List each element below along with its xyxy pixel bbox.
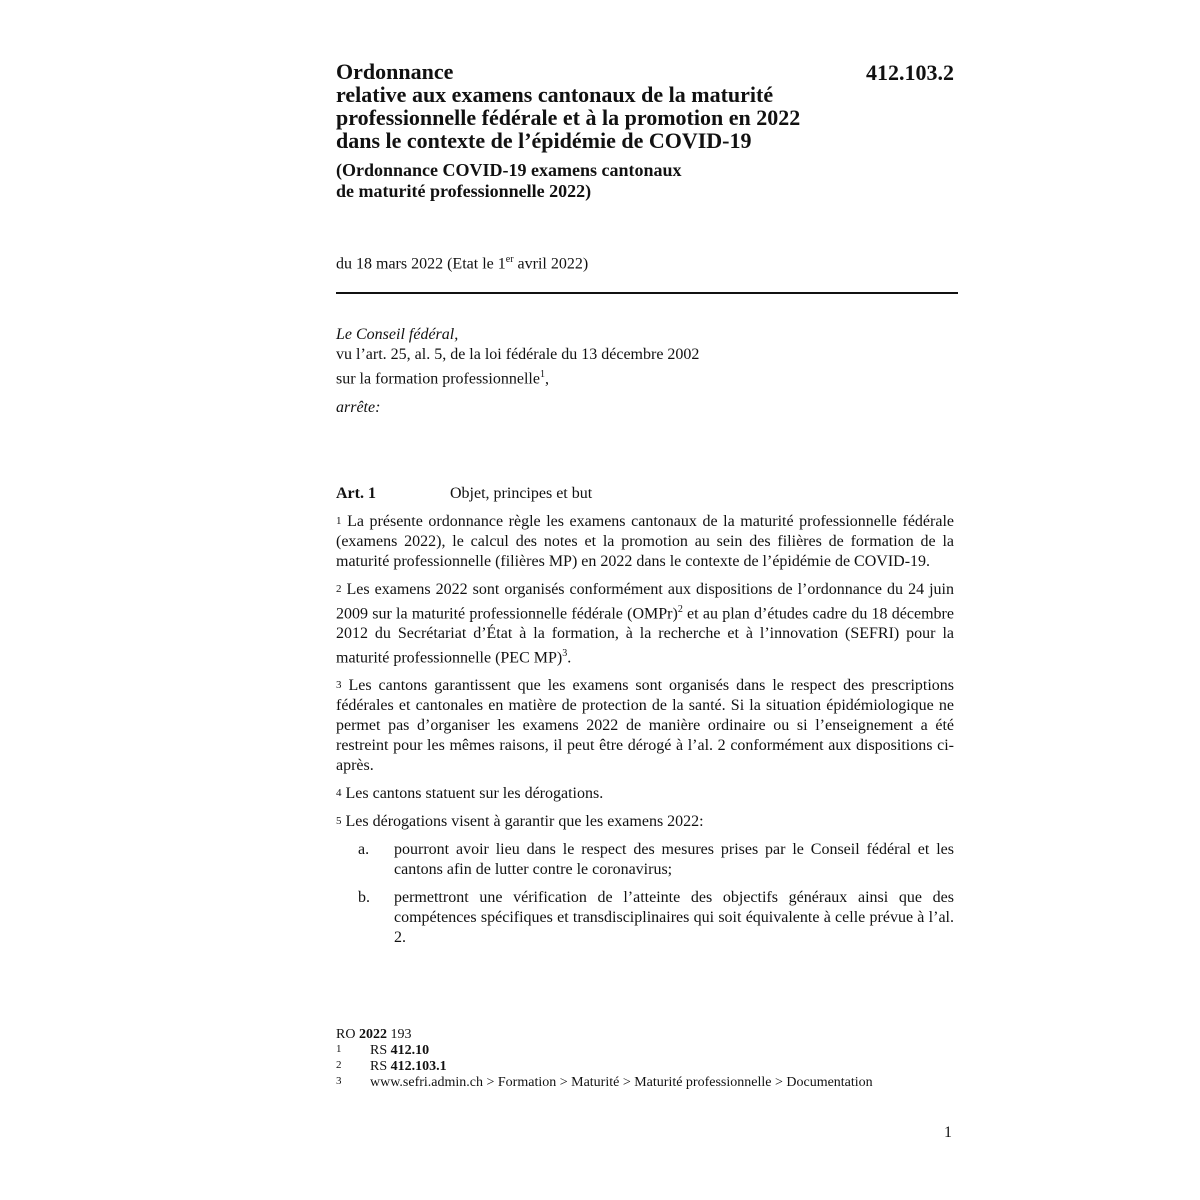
paragraph xyxy=(336,676,954,776)
date-line xyxy=(336,250,956,274)
document-page xyxy=(336,60,956,948)
paragraph-number: 2 xyxy=(336,582,342,595)
list xyxy=(336,840,956,948)
paragraph xyxy=(336,580,954,669)
paragraph-number: 1 xyxy=(336,514,342,527)
article-heading xyxy=(336,484,956,504)
authority: Le Conseil fédéral, xyxy=(336,326,459,344)
ro-reference xyxy=(336,1027,873,1043)
title-line: professionnelle fédérale et à la promotion en 2022 xyxy=(336,105,801,130)
footnote-link[interactable]: www.sefri.admin.ch > Formation > Maturité > Maturité professionnelle > Documentation xyxy=(370,1075,873,1090)
paragraph-text: et au plan d’études cadre du 18 décembre 2012 du Secrétariat d’État à la formation, à la recherche et à l’innovation (SEFRI) pour la maturité professionnelle (PEC MP) xyxy=(336,604,954,667)
list-item xyxy=(336,840,954,880)
title-rule xyxy=(336,292,958,294)
short-title-line: (Ordonnance COVID-19 examens cantonaux xyxy=(336,160,682,180)
date-prefix: du 18 mars 2022 (Etat le 1 xyxy=(336,255,506,273)
title-line: dans le contexte de l’épidémie de COVID-19 xyxy=(336,128,752,153)
date-suffix: avril 2022) xyxy=(513,255,589,273)
list-text: pourront avoir lieu dans le respect des mesures prises par le Conseil fédéral et les cantons afin de lutter contre le coronavirus; xyxy=(394,841,954,879)
page-number: 1 xyxy=(944,1124,952,1141)
short-title-line: de maturité professionnelle 2022) xyxy=(336,181,592,201)
list-item xyxy=(336,888,954,948)
ro-year: 2022 xyxy=(358,1027,387,1042)
paragraph-text: Les examens 2022 sont organisés conformément aux dispositions de l’ordonnance du 24 juin 2009 sur la maturité professionnelle fédérale (OMPr) xyxy=(336,580,954,622)
paragraph-number: 4 xyxy=(336,787,342,800)
footnote-prefix: RS xyxy=(370,1043,391,1058)
footer xyxy=(336,1027,873,1091)
footnote xyxy=(336,1043,873,1059)
paragraph-text: Les cantons statuent sur les dérogations. xyxy=(341,785,604,803)
paragraph-number: 5 xyxy=(336,815,342,828)
paragraph-text: La présente ordonnance règle les examens cantonaux de la maturité professionnelle fédérale (examens 2022), le calcul des notes et la promotion au sein des filières de formation de la maturité professionnelle (filières MP) en 2022 dans le contexte de l’épidémie de COVID-19. xyxy=(336,512,954,570)
legal-basis-line xyxy=(336,365,956,389)
paragraph xyxy=(336,512,954,572)
list-text: permettront une vérification de l’atteinte des objectifs généraux ainsi que des compétences spécifiques et transdisciplinaires qui soit équivalente à celle prévue à l’al. 2. xyxy=(394,889,954,947)
paragraph-text: Les cantons garantissent que les examens sont organisés dans le respect des prescriptions fédérales et cantonales en matière de protection de la santé. Si la situation épidémiologique ne permet pas d’organiser les examens 2022 de manière ordinaire ou si l’enseignement a été restreint pour les mêmes raisons, il peut être dérogé à l’al. 2 conformément aux dispositions ci-après. xyxy=(336,677,954,775)
footnote-number: 1 xyxy=(336,1043,342,1055)
paragraph-number: 3 xyxy=(336,679,342,692)
decrees: arrête: xyxy=(336,398,381,416)
article-1 xyxy=(336,484,956,949)
preamble xyxy=(336,325,956,417)
footnote-bold: 412.10 xyxy=(390,1043,430,1058)
footnote-ref[interactable]: 1 xyxy=(539,369,545,381)
legal-basis-end: , xyxy=(544,370,549,388)
paragraph-text: Les dérogations visent à garantir que les examens 2022: xyxy=(341,813,704,831)
short-title xyxy=(336,160,956,202)
document-title xyxy=(336,60,956,152)
paragraph xyxy=(336,812,954,832)
footnote-bold: 412.103.1 xyxy=(390,1059,447,1074)
sr-number: 412.103.2 xyxy=(866,60,954,85)
article-number: Art. 1 xyxy=(336,484,376,502)
article-title: Objet, principes et but xyxy=(450,484,593,502)
ro-page: 193 xyxy=(386,1027,412,1042)
paragraph-text: . xyxy=(567,649,572,667)
ro-prefix: RO xyxy=(336,1027,359,1042)
footnote xyxy=(336,1059,873,1075)
title-line: Ordonnance xyxy=(336,59,454,84)
legal-basis-line: vu l’art. 25, al. 5, de la loi fédérale du 13 décembre 2002 xyxy=(336,346,700,364)
list-letter: a. xyxy=(358,841,370,859)
date-sup: er xyxy=(505,254,514,265)
list-letter: b. xyxy=(358,889,370,907)
footnote-number: 3 xyxy=(336,1075,342,1087)
paragraph xyxy=(336,784,954,804)
footnote-number: 2 xyxy=(336,1059,342,1071)
footnote xyxy=(336,1075,873,1091)
footnote-prefix: RS xyxy=(370,1059,391,1074)
title-line: relative aux examens cantonaux de la maturité xyxy=(336,82,774,107)
footnote-ref[interactable]: 3 xyxy=(562,647,568,659)
footnote-ref[interactable]: 2 xyxy=(677,603,683,615)
legal-basis-text: sur la formation professionnelle xyxy=(336,370,540,388)
